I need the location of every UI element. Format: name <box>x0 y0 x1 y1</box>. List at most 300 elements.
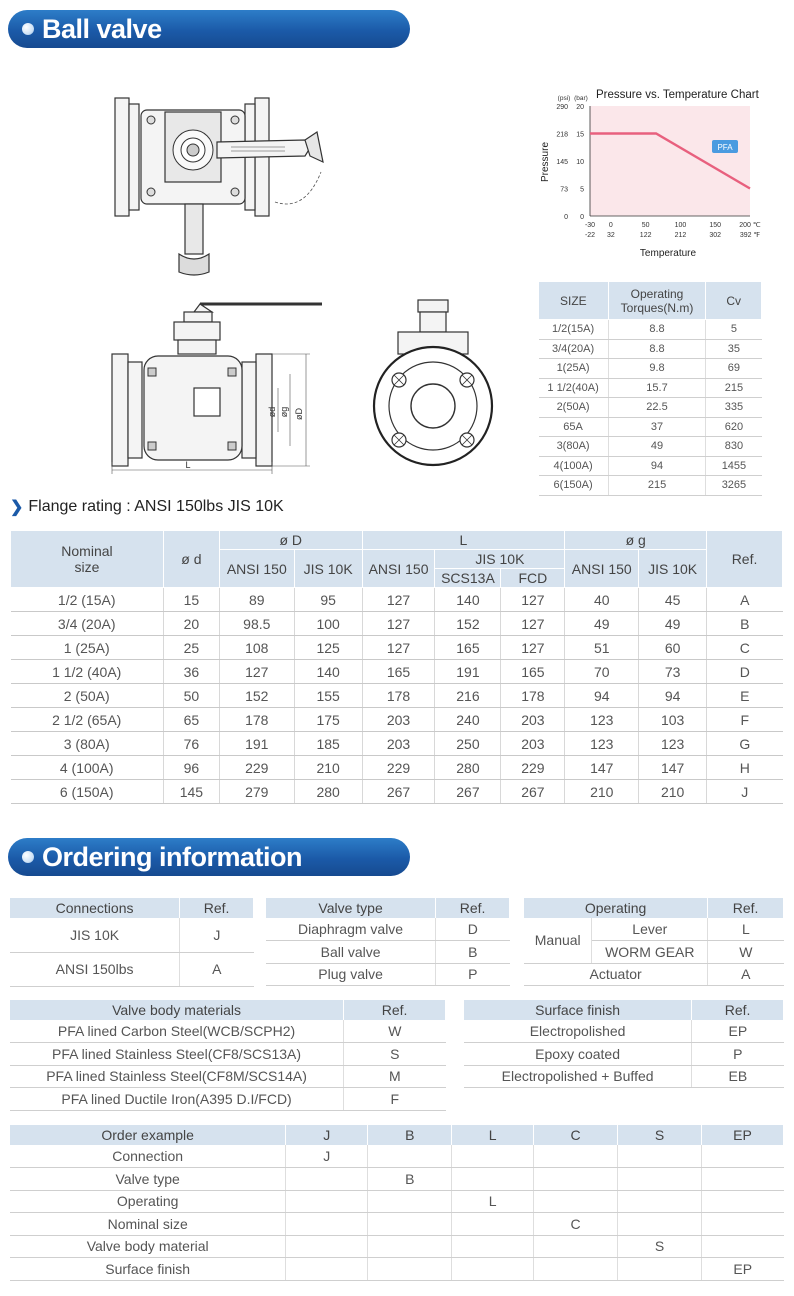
valve-type-header: Valve type <box>266 898 436 918</box>
table-row <box>539 339 762 359</box>
valve-type-table <box>266 898 510 986</box>
dim-L-fcd: 165 <box>501 660 565 684</box>
pt-plot-area <box>590 106 750 216</box>
surface-finish-table <box>464 1000 784 1088</box>
dim-label-phi-d: ød <box>267 406 277 418</box>
operating-cell: WORM GEAR <box>592 941 708 964</box>
operating-header: Operating <box>524 898 708 918</box>
pt-fahrenheit-tick-label: 122 <box>639 232 652 239</box>
order-example-code <box>534 1235 618 1258</box>
table-row <box>539 476 762 496</box>
dim-nominal: 4 (100A) <box>11 756 164 780</box>
order-example-header-code: C <box>534 1125 618 1145</box>
dim-header-D: ø D <box>219 531 362 550</box>
table-row <box>10 1043 446 1066</box>
dim-D-jis: 210 <box>294 756 362 780</box>
order-example-code <box>534 1168 618 1191</box>
order-example-code <box>368 1258 452 1281</box>
body-materials-cell: PFA lined Stainless Steel(CF8/SCS13A) <box>10 1043 344 1066</box>
connections-ref: J <box>180 918 254 952</box>
order-example-code <box>534 1145 618 1168</box>
dim-nominal: 1 (25A) <box>11 636 164 660</box>
torque-value: 49 <box>608 437 706 457</box>
pt-celsius-tick-label: 100 <box>674 222 687 229</box>
order-example-code: J <box>286 1145 368 1168</box>
order-example-code <box>368 1145 452 1168</box>
dim-nominal: 2 1/2 (65A) <box>11 708 164 732</box>
torque-size: 4(100A) <box>539 456 609 476</box>
dim-L-fcd: 229 <box>501 756 565 780</box>
dim-header-D-ansi: ANSI 150 <box>219 550 294 588</box>
connections-header: Connections <box>10 898 180 918</box>
dim-L-scs13a: 165 <box>435 636 501 660</box>
dim-g-ansi: 49 <box>565 612 639 636</box>
torque-value: 37 <box>608 417 706 437</box>
bullet-icon <box>22 23 34 35</box>
dim-d: 50 <box>163 684 219 708</box>
torque-size: 1/2(15A) <box>539 320 609 340</box>
dim-label-L: L <box>185 460 191 470</box>
pt-ylabel: Pressure <box>540 141 551 183</box>
dim-header-ref: Ref. <box>707 531 783 588</box>
dim-D-jis: 175 <box>294 708 362 732</box>
dim-D-jis: 140 <box>294 660 362 684</box>
body-materials-table <box>10 1000 446 1111</box>
dim-D-jis: 155 <box>294 684 362 708</box>
order-example-code: EP <box>702 1258 784 1281</box>
bullet-icon <box>22 851 34 863</box>
table-row <box>11 780 783 804</box>
dim-L-fcd: 203 <box>501 732 565 756</box>
dim-g-jis: 60 <box>639 636 707 660</box>
pt-unit-bar: (bar) <box>574 95 588 102</box>
pt-bar-tick-label: 15 <box>576 131 584 139</box>
order-example-header-code: B <box>368 1125 452 1145</box>
dim-D-ansi: 152 <box>219 684 294 708</box>
dim-L-scs13a: 216 <box>435 684 501 708</box>
pt-psi-tick-label: 73 <box>560 186 568 194</box>
table-row <box>266 918 510 941</box>
pt-psi-tick-label: 290 <box>556 104 568 111</box>
order-example-code <box>286 1213 368 1236</box>
dim-L-scs13a: 280 <box>435 756 501 780</box>
order-example-code <box>618 1213 702 1236</box>
operating-cell: Lever <box>592 918 708 941</box>
pt-celsius-tick-label: 50 <box>641 222 650 229</box>
torque-table <box>538 281 762 496</box>
torque-cv: 620 <box>706 417 762 437</box>
torque-size: 1 1/2(40A) <box>539 378 609 398</box>
dim-g-jis: 45 <box>639 588 707 612</box>
dim-D-ansi: 127 <box>219 660 294 684</box>
dim-header-g: ø g <box>565 531 707 550</box>
dim-D-ansi: 98.5 <box>219 612 294 636</box>
dim-ref: B <box>707 612 783 636</box>
valve-end-view-drawing <box>368 296 498 478</box>
pt-psi-tick-label: 0 <box>564 214 568 221</box>
table-row <box>266 963 510 986</box>
body-materials-ref: M <box>344 1065 446 1088</box>
dimension-table <box>10 530 783 804</box>
dim-ref: H <box>707 756 783 780</box>
dim-g-jis: 210 <box>639 780 707 804</box>
table-row <box>464 1020 784 1043</box>
pt-celsius-tick-label: 200 ℃ <box>739 222 761 229</box>
dim-L-ansi: 178 <box>362 684 435 708</box>
dim-ref: G <box>707 732 783 756</box>
dim-ref: J <box>707 780 783 804</box>
torque-cv: 35 <box>706 339 762 359</box>
order-example-code <box>702 1145 784 1168</box>
dim-g-jis: 49 <box>639 612 707 636</box>
body-materials-cell: PFA lined Carbon Steel(WCB/SCPH2) <box>10 1020 344 1043</box>
flange-rating <box>10 497 284 517</box>
table-row <box>464 1065 784 1088</box>
order-example-code: C <box>534 1213 618 1236</box>
order-example-header-code: EP <box>702 1125 784 1145</box>
dim-L-ansi: 127 <box>362 636 435 660</box>
order-example-code <box>368 1235 452 1258</box>
operating-ref: A <box>708 963 784 986</box>
torque-size: 1(25A) <box>539 359 609 379</box>
torque-size: 6(150A) <box>539 476 609 496</box>
table-row <box>10 1235 784 1258</box>
dim-ref: E <box>707 684 783 708</box>
table-row <box>11 636 783 660</box>
section-title: Ball valve <box>42 13 162 44</box>
body-materials-cell: PFA lined Ductile Iron(A395 D.I/FCD) <box>10 1088 344 1111</box>
table-row <box>10 1065 446 1088</box>
table-row <box>10 1190 784 1213</box>
torque-size: 3/4(20A) <box>539 339 609 359</box>
dim-D-ansi: 279 <box>219 780 294 804</box>
order-example-code <box>452 1168 534 1191</box>
table-row <box>10 1258 784 1281</box>
torque-cv: 830 <box>706 437 762 457</box>
operating-header-ref: Ref. <box>708 898 784 918</box>
dim-label-phi-g: øg <box>279 406 289 418</box>
pt-celsius-tick-label: 0 <box>608 222 613 229</box>
order-example-code: S <box>618 1235 702 1258</box>
order-example-label: Surface finish <box>10 1258 286 1281</box>
table-row <box>11 612 783 636</box>
torque-value: 22.5 <box>608 398 706 418</box>
section-banner-ball-valve <box>8 10 410 48</box>
torque-value: 8.8 <box>608 320 706 340</box>
dim-D-ansi: 229 <box>219 756 294 780</box>
order-example-label: Valve body material <box>10 1235 286 1258</box>
torque-cv: 1455 <box>706 456 762 476</box>
table-row <box>10 1020 446 1043</box>
dim-L-scs13a: 140 <box>435 588 501 612</box>
connections-cell: JIS 10K <box>10 918 180 952</box>
order-example-code <box>618 1258 702 1281</box>
body-materials-ref: F <box>344 1088 446 1111</box>
surface-finish-ref: EP <box>692 1020 784 1043</box>
dim-g-ansi: 94 <box>565 684 639 708</box>
dim-D-jis: 185 <box>294 732 362 756</box>
operating-ref: W <box>708 941 784 964</box>
dim-g-jis: 103 <box>639 708 707 732</box>
dim-ref: A <box>707 588 783 612</box>
dim-nominal: 1/2 (15A) <box>11 588 164 612</box>
order-example-code <box>702 1213 784 1236</box>
section-banner-ordering <box>8 838 410 876</box>
torque-size: 3(80A) <box>539 437 609 457</box>
order-example-code <box>286 1190 368 1213</box>
dim-L-ansi: 229 <box>362 756 435 780</box>
pt-bar-tick-label: 5 <box>580 186 584 194</box>
dim-g-ansi: 210 <box>565 780 639 804</box>
table-row <box>464 1043 784 1066</box>
body-materials-header: Valve body materials <box>10 1000 344 1020</box>
table-row <box>10 1145 784 1168</box>
valve-type-cell: Plug valve <box>266 963 436 986</box>
dim-header-D-jis: JIS 10K <box>294 550 362 588</box>
valve-type-cell: Diaphragm valve <box>266 918 436 941</box>
order-example-code <box>702 1168 784 1191</box>
body-materials-header-ref: Ref. <box>344 1000 446 1020</box>
torque-cv: 69 <box>706 359 762 379</box>
dim-d: 36 <box>163 660 219 684</box>
table-row <box>11 708 783 732</box>
order-example-code <box>286 1258 368 1281</box>
table-row <box>539 398 762 418</box>
dim-label-phi-D: øD <box>294 408 304 420</box>
dim-nominal: 6 (150A) <box>11 780 164 804</box>
order-example-code <box>286 1168 368 1191</box>
dim-d: 20 <box>163 612 219 636</box>
dim-nominal: 3/4 (20A) <box>11 612 164 636</box>
order-example-code <box>452 1145 534 1168</box>
dim-L-fcd: 178 <box>501 684 565 708</box>
torque-value: 9.8 <box>608 359 706 379</box>
valve-type-ref: P <box>436 963 510 986</box>
pt-fahrenheit-tick-label: 302 <box>709 232 722 239</box>
dim-L-scs13a: 250 <box>435 732 501 756</box>
dim-d: 145 <box>163 780 219 804</box>
table-row <box>539 359 762 379</box>
torque-value: 215 <box>608 476 706 496</box>
dim-D-jis: 100 <box>294 612 362 636</box>
valve-front-view-drawing <box>100 296 330 478</box>
table-row <box>539 320 762 340</box>
dim-header-g-jis: JIS 10K <box>639 550 707 588</box>
dim-L-fcd: 267 <box>501 780 565 804</box>
dim-L-ansi: 127 <box>362 612 435 636</box>
surface-finish-ref: EB <box>692 1065 784 1088</box>
torque-value: 8.8 <box>608 339 706 359</box>
order-example-header-code: J <box>286 1125 368 1145</box>
dim-D-ansi: 178 <box>219 708 294 732</box>
torque-header-cv: Cv <box>706 282 762 320</box>
dim-D-ansi: 89 <box>219 588 294 612</box>
dim-g-jis: 147 <box>639 756 707 780</box>
pressure-temperature-chart <box>538 84 764 264</box>
order-example-code <box>618 1168 702 1191</box>
connections-ref: A <box>180 952 254 986</box>
order-example-code: L <box>452 1190 534 1213</box>
torque-cv: 215 <box>706 378 762 398</box>
dim-L-scs13a: 191 <box>435 660 501 684</box>
order-example-label: Operating <box>10 1190 286 1213</box>
table-row <box>539 456 762 476</box>
order-example-code <box>286 1235 368 1258</box>
dim-D-ansi: 191 <box>219 732 294 756</box>
dim-L-ansi: 165 <box>362 660 435 684</box>
operating-table <box>524 898 784 986</box>
surface-finish-header-ref: Ref. <box>692 1000 784 1020</box>
dim-L-ansi: 203 <box>362 708 435 732</box>
torque-cv: 3265 <box>706 476 762 496</box>
dim-L-scs13a: 240 <box>435 708 501 732</box>
dim-L-fcd: 127 <box>501 588 565 612</box>
pt-celsius-tick-label: -30 <box>584 222 596 229</box>
torque-header-size: SIZE <box>539 282 609 320</box>
torque-value: 94 <box>608 456 706 476</box>
pt-fahrenheit-tick-label: 32 <box>606 232 615 239</box>
dim-L-ansi: 203 <box>362 732 435 756</box>
table-row <box>11 756 783 780</box>
pt-series-label: PFA <box>717 143 733 152</box>
dim-L-fcd: 203 <box>501 708 565 732</box>
table-row <box>10 1213 784 1236</box>
table-row <box>539 417 762 437</box>
order-example-code <box>452 1235 534 1258</box>
dim-g-ansi: 147 <box>565 756 639 780</box>
dim-ref: C <box>707 636 783 660</box>
valve-type-header-ref: Ref. <box>436 898 510 918</box>
dim-L-ansi: 267 <box>362 780 435 804</box>
pt-xlabel: Temperature <box>639 248 697 259</box>
pt-celsius-tick-label: 150 <box>709 222 722 229</box>
dim-g-ansi: 123 <box>565 732 639 756</box>
dim-header-d: ø d <box>163 531 219 588</box>
dim-header-L-jis: JIS 10K <box>435 550 565 569</box>
dim-header-L: L <box>362 531 565 550</box>
chevron-right-icon: ❯ <box>10 499 24 516</box>
order-example-table <box>10 1125 784 1281</box>
order-example-code <box>618 1190 702 1213</box>
order-example-code <box>368 1190 452 1213</box>
dim-nominal: 2 (50A) <box>11 684 164 708</box>
order-example-label: Connection <box>10 1145 286 1168</box>
order-example-code <box>452 1213 534 1236</box>
dim-D-jis: 95 <box>294 588 362 612</box>
table-row <box>11 684 783 708</box>
dim-ref: F <box>707 708 783 732</box>
operating-actuator: Actuator <box>524 963 708 986</box>
pt-chart-title: Pressure vs. Temperature Chart <box>596 89 759 101</box>
order-example-code <box>618 1145 702 1168</box>
table-row <box>11 732 783 756</box>
operating-manual: Manual <box>524 918 592 963</box>
dim-g-jis: 73 <box>639 660 707 684</box>
pt-bar-tick-label: 10 <box>576 159 584 166</box>
surface-finish-cell: Epoxy coated <box>464 1043 692 1066</box>
order-example-code <box>702 1235 784 1258</box>
table-row <box>539 437 762 457</box>
dim-ref: D <box>707 660 783 684</box>
connections-cell: ANSI 150lbs <box>10 952 180 986</box>
table-row <box>11 660 783 684</box>
valve-top-view-drawing <box>105 92 330 282</box>
surface-finish-header: Surface finish <box>464 1000 692 1020</box>
order-example-code <box>368 1213 452 1236</box>
dim-g-ansi: 70 <box>565 660 639 684</box>
torque-cv: 335 <box>706 398 762 418</box>
dim-g-jis: 94 <box>639 684 707 708</box>
order-example-label: Valve type <box>10 1168 286 1191</box>
dim-L-fcd: 127 <box>501 636 565 660</box>
dim-D-jis: 125 <box>294 636 362 660</box>
torque-size: 65A <box>539 417 609 437</box>
dim-d: 96 <box>163 756 219 780</box>
torque-value: 15.7 <box>608 378 706 398</box>
order-example-code <box>534 1258 618 1281</box>
order-example-code <box>452 1258 534 1281</box>
body-materials-ref: S <box>344 1043 446 1066</box>
pt-fahrenheit-tick-label: 212 <box>674 232 687 239</box>
pt-bar-tick-label: 0 <box>580 214 584 221</box>
dim-d: 25 <box>163 636 219 660</box>
dim-L-ansi: 127 <box>362 588 435 612</box>
dim-L-fcd: 127 <box>501 612 565 636</box>
pt-fahrenheit-tick-label: -22 <box>584 232 596 239</box>
surface-finish-ref: P <box>692 1043 784 1066</box>
body-materials-cell: PFA lined Stainless Steel(CF8M/SCS14A) <box>10 1065 344 1088</box>
section-title: Ordering information <box>42 841 302 872</box>
table-row <box>539 378 762 398</box>
dim-d: 76 <box>163 732 219 756</box>
dim-g-ansi: 51 <box>565 636 639 660</box>
valve-type-ref: B <box>436 941 510 964</box>
table-row <box>11 588 783 612</box>
dim-nominal: 1 1/2 (40A) <box>11 660 164 684</box>
dim-D-ansi: 108 <box>219 636 294 660</box>
connections-table <box>10 898 254 987</box>
torque-size: 2(50A) <box>539 398 609 418</box>
order-example-header-code: L <box>452 1125 534 1145</box>
dim-D-jis: 280 <box>294 780 362 804</box>
dim-g-ansi: 40 <box>565 588 639 612</box>
order-example-header: Order example <box>10 1125 286 1145</box>
order-example-header-code: S <box>618 1125 702 1145</box>
torque-cv: 5 <box>706 320 762 340</box>
dim-L-scs13a: 267 <box>435 780 501 804</box>
order-example-label: Nominal size <box>10 1213 286 1236</box>
valve-type-ref: D <box>436 918 510 941</box>
pt-bar-tick-label: 20 <box>576 104 584 111</box>
order-example-code: B <box>368 1168 452 1191</box>
torque-header-torque: Operating Torques(N.m) <box>608 282 706 320</box>
pt-fahrenheit-tick-label: 392 ℉ <box>739 232 761 239</box>
dim-g-jis: 123 <box>639 732 707 756</box>
operating-ref: L <box>708 918 784 941</box>
surface-finish-cell: Electropolished + Buffed <box>464 1065 692 1088</box>
dim-header-fcd: FCD <box>501 569 565 588</box>
pt-psi-tick-label: 145 <box>556 159 568 166</box>
connections-header-ref: Ref. <box>180 898 254 918</box>
dim-nominal: 3 (80A) <box>11 732 164 756</box>
dim-header-L-ansi: ANSI 150 <box>362 550 435 588</box>
order-example-code <box>702 1190 784 1213</box>
pt-unit-psi: (psi) <box>557 95 571 102</box>
surface-finish-cell: Electropolished <box>464 1020 692 1043</box>
table-row <box>10 1168 784 1191</box>
dim-g-ansi: 123 <box>565 708 639 732</box>
body-materials-ref: W <box>344 1020 446 1043</box>
